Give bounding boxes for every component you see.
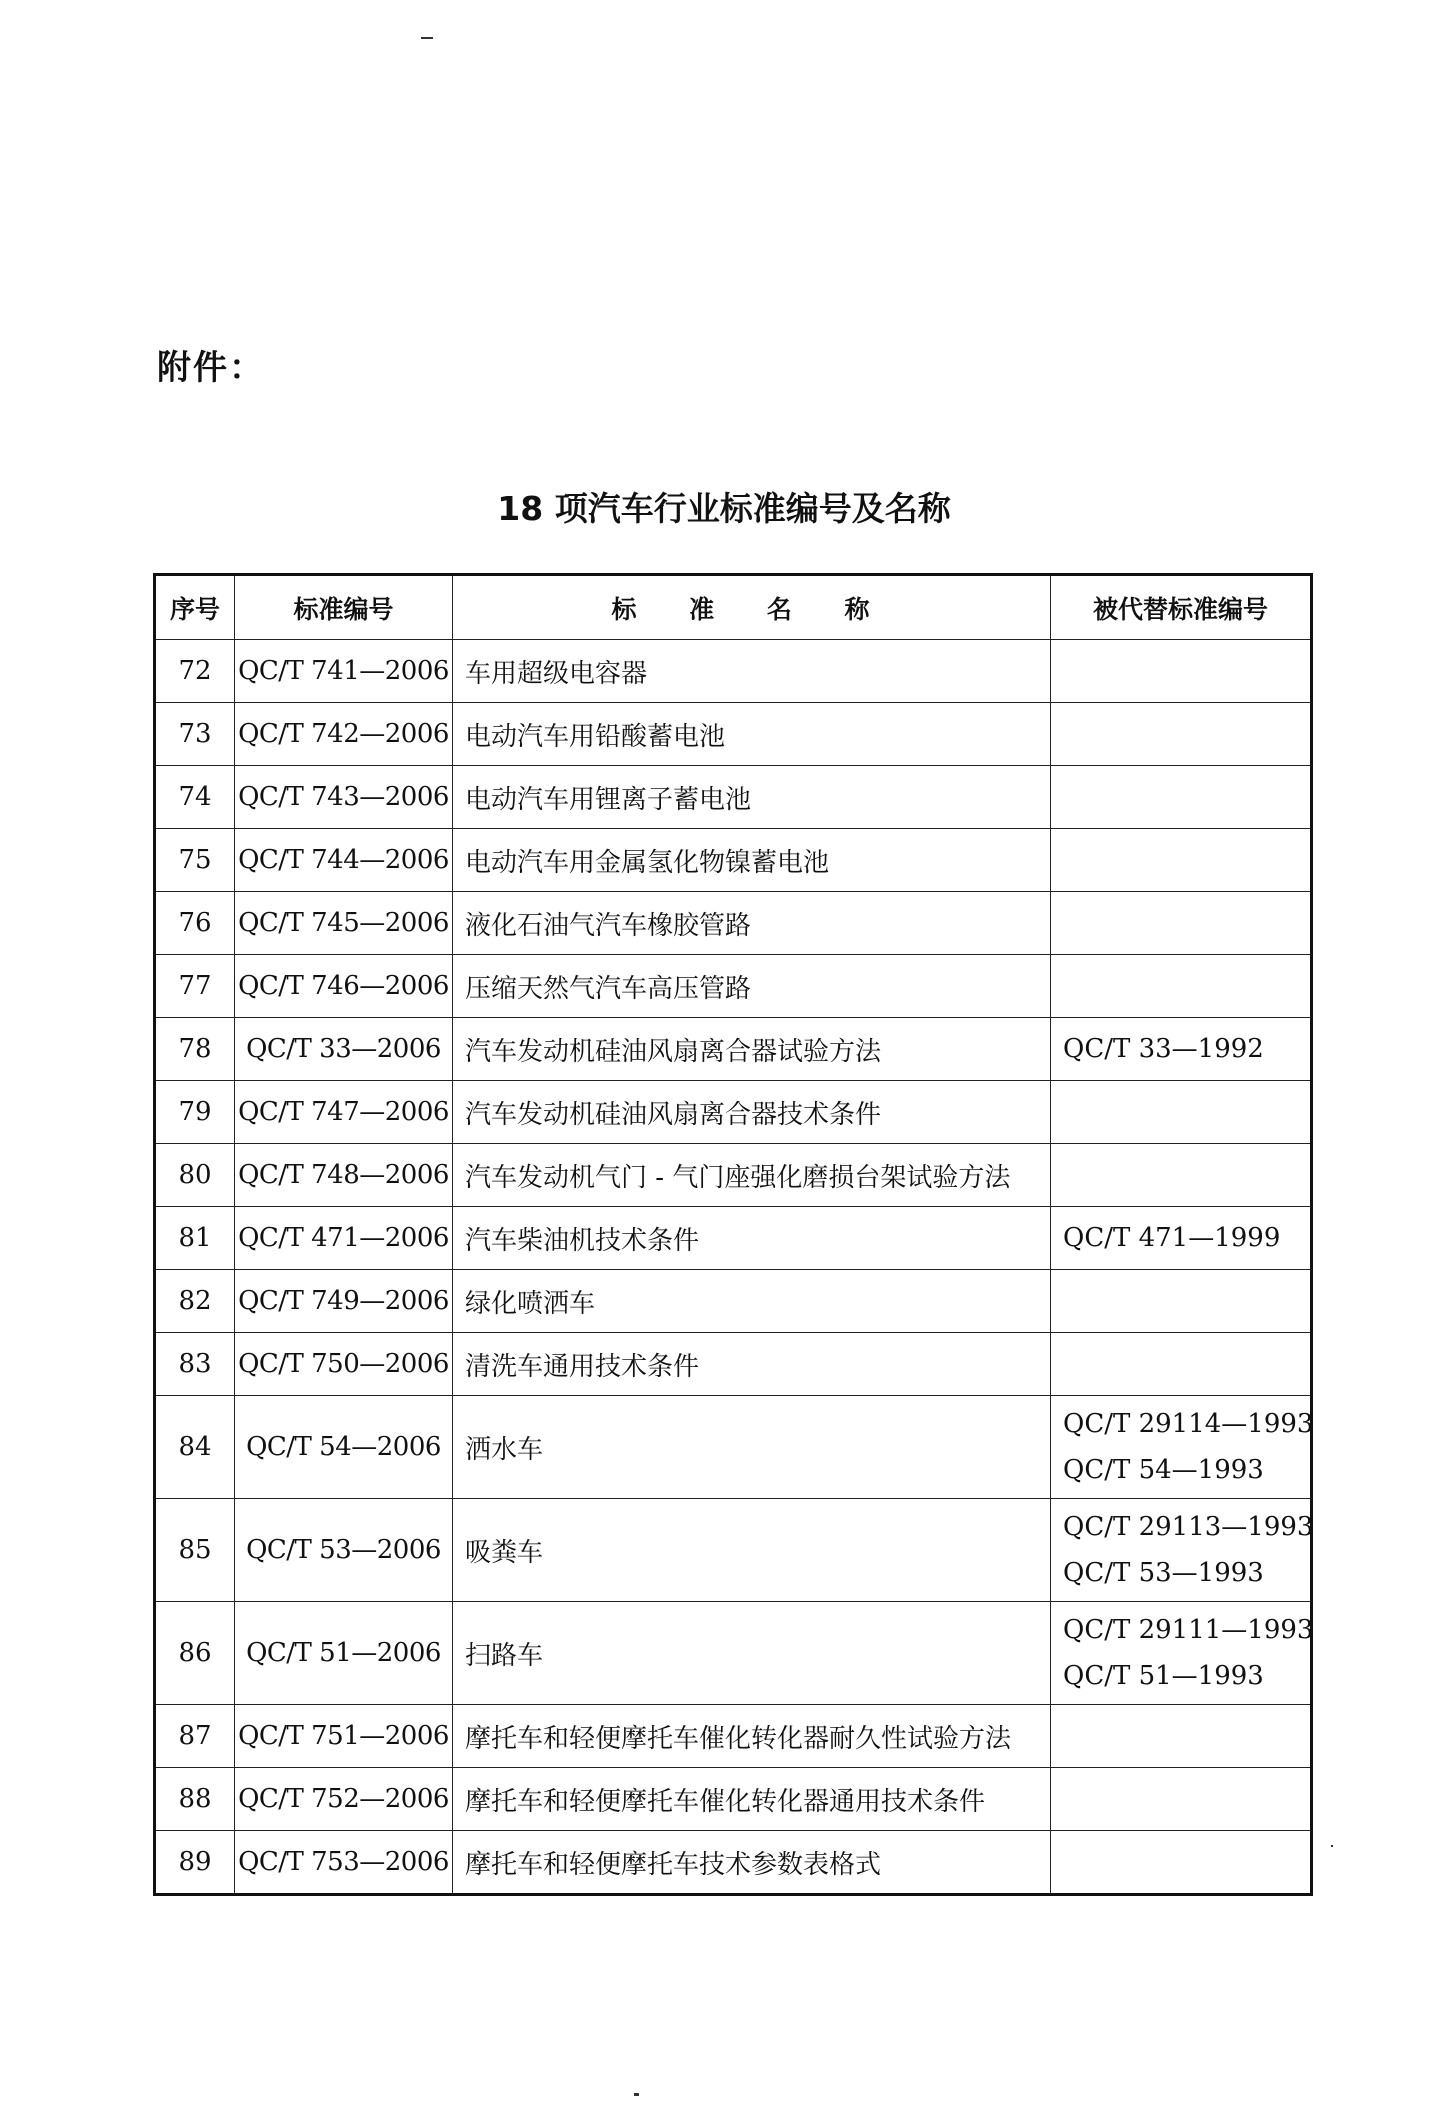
standard-name-cell: 车用超级电容器 bbox=[453, 640, 1051, 703]
replaced-code-cell bbox=[1051, 1207, 1312, 1270]
document-title: 18 项汽车行业标准编号及名称 bbox=[497, 489, 951, 528]
scan-speck bbox=[1331, 1845, 1333, 1847]
standard-code-cell: QC/T 53—2006 bbox=[235, 1499, 453, 1602]
table-row bbox=[155, 1768, 1312, 1831]
replaced-code-cell bbox=[1051, 1602, 1312, 1705]
replaced-code: QC/T 54—1993 bbox=[1063, 1455, 1264, 1485]
table-body bbox=[155, 640, 1312, 1895]
standard-name-cell: 电动汽车用金属氢化物镍蓄电池 bbox=[453, 829, 1051, 892]
replaced-code: QC/T 29111—1993 bbox=[1063, 1615, 1314, 1645]
table-row bbox=[155, 1333, 1312, 1396]
replaced-code-cell bbox=[1051, 1270, 1312, 1333]
standard-code-cell: QC/T 751—2006 bbox=[235, 1705, 453, 1768]
serial-number-cell: 84 bbox=[155, 1396, 235, 1499]
serial-number-cell: 77 bbox=[155, 955, 235, 1018]
standard-name-cell: 摩托车和轻便摩托车催化转化器通用技术条件 bbox=[453, 1768, 1051, 1831]
replaced-code: QC/T 471—1999 bbox=[1063, 1223, 1281, 1253]
serial-number-cell: 73 bbox=[155, 703, 235, 766]
replaced-code-cell bbox=[1051, 1831, 1312, 1895]
serial-number-cell: 89 bbox=[155, 1831, 235, 1895]
replaced-code: QC/T 29113—1993 bbox=[1063, 1512, 1314, 1542]
scan-speck bbox=[634, 2093, 639, 2096]
table-row bbox=[155, 640, 1312, 703]
standards-table bbox=[153, 573, 1313, 1896]
table-header-row bbox=[155, 575, 1312, 640]
replaced-code-cell bbox=[1051, 955, 1312, 1018]
serial-number-cell: 81 bbox=[155, 1207, 235, 1270]
table-row bbox=[155, 955, 1312, 1018]
table-row bbox=[155, 1602, 1312, 1705]
standard-code-cell: QC/T 750—2006 bbox=[235, 1333, 453, 1396]
replaced-code-cell bbox=[1051, 1081, 1312, 1144]
standard-code-cell: QC/T 746—2006 bbox=[235, 955, 453, 1018]
standard-name-cell: 洒水车 bbox=[453, 1396, 1051, 1499]
header-standard-code: 标准编号 bbox=[235, 575, 453, 640]
table-row bbox=[155, 1499, 1312, 1602]
table-row bbox=[155, 1831, 1312, 1895]
standard-name-cell: 摩托车和轻便摩托车技术参数表格式 bbox=[453, 1831, 1051, 1895]
standard-code-cell: QC/T 741—2006 bbox=[235, 640, 453, 703]
standard-name-cell: 电动汽车用铅酸蓄电池 bbox=[453, 703, 1051, 766]
standard-name-cell: 摩托车和轻便摩托车催化转化器耐久性试验方法 bbox=[453, 1705, 1051, 1768]
table-row bbox=[155, 1207, 1312, 1270]
table-row bbox=[155, 1081, 1312, 1144]
table-row bbox=[155, 1705, 1312, 1768]
replaced-code-cell bbox=[1051, 892, 1312, 955]
standard-name-cell: 汽车发动机气门 - 气门座强化磨损台架试验方法 bbox=[453, 1144, 1051, 1207]
replaced-code-cell bbox=[1051, 1768, 1312, 1831]
header-standard-name: 标 准 名 称 bbox=[453, 575, 1051, 640]
table-row bbox=[155, 1144, 1312, 1207]
replaced-code-cell bbox=[1051, 1018, 1312, 1081]
replaced-code-cell bbox=[1051, 703, 1312, 766]
table-row bbox=[155, 829, 1312, 892]
standard-code-cell: QC/T 748—2006 bbox=[235, 1144, 453, 1207]
serial-number-cell: 80 bbox=[155, 1144, 235, 1207]
serial-number-cell: 76 bbox=[155, 892, 235, 955]
serial-number-cell: 72 bbox=[155, 640, 235, 703]
replaced-code-cell bbox=[1051, 766, 1312, 829]
standard-code-cell: QC/T 747—2006 bbox=[235, 1081, 453, 1144]
replaced-code: QC/T 53—1993 bbox=[1063, 1558, 1264, 1588]
replaced-code: QC/T 51—1993 bbox=[1063, 1661, 1264, 1691]
header-replaced-code: 被代替标准编号 bbox=[1051, 575, 1312, 640]
standard-code-cell: QC/T 744—2006 bbox=[235, 829, 453, 892]
standard-code-cell: QC/T 749—2006 bbox=[235, 1270, 453, 1333]
replaced-code-cell bbox=[1051, 1396, 1312, 1499]
standard-name-cell: 吸粪车 bbox=[453, 1499, 1051, 1602]
attachment-label: 附件： bbox=[157, 348, 265, 388]
serial-number-cell: 82 bbox=[155, 1270, 235, 1333]
serial-number-cell: 88 bbox=[155, 1768, 235, 1831]
serial-number-cell: 78 bbox=[155, 1018, 235, 1081]
serial-number-cell: 87 bbox=[155, 1705, 235, 1768]
replaced-code: QC/T 29114—1993 bbox=[1063, 1409, 1314, 1439]
standard-code-cell: QC/T 742—2006 bbox=[235, 703, 453, 766]
standard-name-cell: 压缩天然气汽车高压管路 bbox=[453, 955, 1051, 1018]
standard-name-cell: 汽车发动机硅油风扇离合器试验方法 bbox=[453, 1018, 1051, 1081]
table-row bbox=[155, 892, 1312, 955]
replaced-code-cell bbox=[1051, 640, 1312, 703]
serial-number-cell: 79 bbox=[155, 1081, 235, 1144]
replaced-code-cell bbox=[1051, 829, 1312, 892]
standard-name-cell: 汽车柴油机技术条件 bbox=[453, 1207, 1051, 1270]
standard-code-cell: QC/T 51—2006 bbox=[235, 1602, 453, 1705]
replaced-code-cell bbox=[1051, 1144, 1312, 1207]
table-row bbox=[155, 1270, 1312, 1333]
table-row bbox=[155, 1018, 1312, 1081]
serial-number-cell: 75 bbox=[155, 829, 235, 892]
serial-number-cell: 85 bbox=[155, 1499, 235, 1602]
standard-name-cell: 清洗车通用技术条件 bbox=[453, 1333, 1051, 1396]
serial-number-cell: 86 bbox=[155, 1602, 235, 1705]
standard-name-cell: 扫路车 bbox=[453, 1602, 1051, 1705]
standard-name-cell: 电动汽车用锂离子蓄电池 bbox=[453, 766, 1051, 829]
standard-code-cell: QC/T 33—2006 bbox=[235, 1018, 453, 1081]
replaced-code: QC/T 33—1992 bbox=[1063, 1034, 1264, 1064]
serial-number-cell: 83 bbox=[155, 1333, 235, 1396]
serial-number-cell: 74 bbox=[155, 766, 235, 829]
standard-name-cell: 液化石油气汽车橡胶管路 bbox=[453, 892, 1051, 955]
table-row bbox=[155, 766, 1312, 829]
standard-name-cell: 绿化喷洒车 bbox=[453, 1270, 1051, 1333]
standard-code-cell: QC/T 743—2006 bbox=[235, 766, 453, 829]
scan-speck bbox=[421, 37, 433, 39]
standard-code-cell: QC/T 745—2006 bbox=[235, 892, 453, 955]
replaced-code-cell bbox=[1051, 1499, 1312, 1602]
standard-code-cell: QC/T 471—2006 bbox=[235, 1207, 453, 1270]
standard-code-cell: QC/T 752—2006 bbox=[235, 1768, 453, 1831]
standard-name-cell: 汽车发动机硅油风扇离合器技术条件 bbox=[453, 1081, 1051, 1144]
header-serial-number: 序号 bbox=[155, 575, 235, 640]
standard-code-cell: QC/T 54—2006 bbox=[235, 1396, 453, 1499]
table-row bbox=[155, 1396, 1312, 1499]
table-row bbox=[155, 703, 1312, 766]
replaced-code-cell bbox=[1051, 1705, 1312, 1768]
replaced-code-cell bbox=[1051, 1333, 1312, 1396]
standard-code-cell: QC/T 753—2006 bbox=[235, 1831, 453, 1895]
